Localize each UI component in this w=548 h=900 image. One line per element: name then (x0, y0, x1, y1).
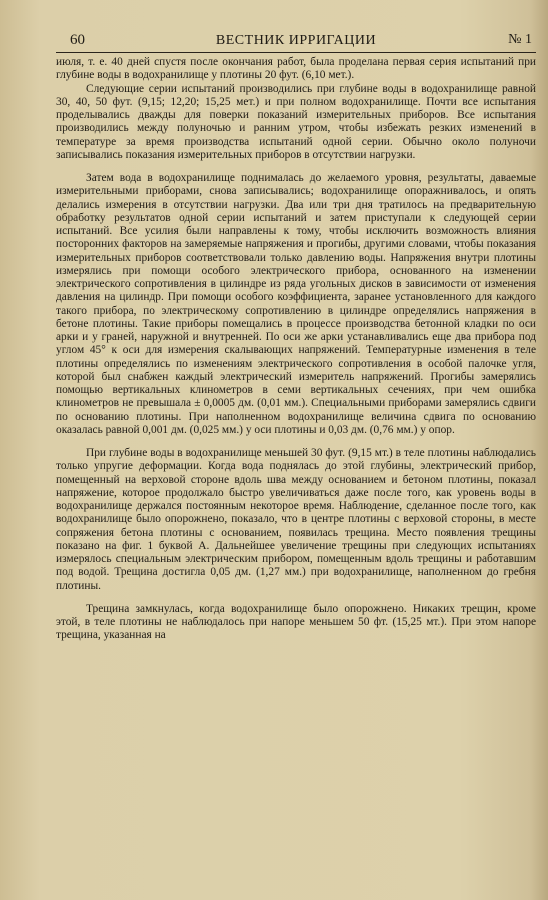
paragraph-1: июля, т. е. 40 дней спустя после окончания работ, была проделана первая серия испытаний при глубине воды в водохранилище у плотины 20 фут. (6,10 мет.). (56, 56, 536, 82)
paragraph-5: Трещина замкнулась, когда водохранилище было опорожнено. Никаких трещин, кроме этой, в теле плотины не наблюдалось при напоре меньшем 50 фт. (15,25 мт.). При этом напоре трещина, указанная на (56, 602, 536, 642)
running-header (56, 30, 536, 53)
paragraph-3: Затем вода в водохранилище поднималась до желаемого уровня, результаты, даваемые измерительными приборами, снова записывались; водохранилище опоражнивалось, и опять делались измерения в отсутствии нагрузки. Два или три дня тратилось на предварительную обработку результатов одной серии испытаний и затем приступали к следующей серии испытаний. Все усилия были направлены к тому, чтобы исключить возможность влияния посторонних факторов на замеряемые напряжения и прогибы, другими словами, чтобы показания измерительных приборов соответствовали только давлению воды. Напряжения внутри плотины измерялись при помощи особого электрического прибора, основанного на изменении электрического сопротивления в цилиндре из ряда угольных дисков в зависимости от изменения давления на цилиндр. При помощи особого коэффициента, заранее установленного для каждого такого прибора, по электрическому сопротивлению в цилиндре определялись напряжения в бетоне плотины. Такие приборы помещались в процессе производства бетонной кладки по оси арки и у граней, наружной и внутренней. По оси же арки устанавливались еще два прибора под углом 45° к оси для измерения скалывающих напряжений. Температурные изменения в теле плотины определялись по изменениям электрического сопротивления в особой палочке угля, которой был снабжен каждый электрический измеритель напряжений. Прогибы замерялись помощью вертикальных клинометров в семи вертикальных сечениях, при чем ошибка клинометров не превышала ± 0,0005 дм. (0,01 мм.). Специальными приборами замерялись сдвиги по основанию плотины. При наполненном водохранилище величина сдвига по основанию оказалась равной 0,001 дм. (0,025 мм.) у оси плотины и 0,03 дм. (0,76 мм.) у опор. (56, 172, 536, 436)
issue-number: № 1 (508, 32, 532, 47)
page-number: 60 (70, 32, 85, 48)
journal-title: ВЕСТНИК ИРРИГАЦИИ (215, 33, 377, 48)
paragraph-2: Следующие серии испытаний производились при глубине воды в водохранилище равной 30, 40, 50 фут. (9,15; 12,20; 15,25 мет.) и при полном водохранилище. Почти все испытания проделывались дважды для поверки показаний измерительных приборов. Все испытания производились между полуночью и ранним утром, чтобы избежать резких изменений в температуре за время производства испытаний одной серии. Обычно около полуночи записывались показания измерительных приборов в отсутствии нагрузки. (56, 82, 536, 161)
paragraph-4: При глубине воды в водохранилище меньшей 30 фут. (9,15 мт.) в теле плотины наблюдались только упругие деформации. Когда вода поднялась до этой глубины, электрический прибор, помещенный на верховой стороне вдоль шва между основанием и бетоном плотины, показал напряжение, которое продолжало быстро увеличиваться даже после того, как уровень воды в водохранилище держался постоянным некоторое время. Наблюдение, сделанное после того, как водохранилище было опорожнено, показало, что в центре плотины с верховой стороны, в месте сопряжения бетона плотины с основанием, появилась трещина. Место появления трещины показано на фиг. 1 буквой А. Дальнейшее увеличение трещины при следующих испытаниях измерялось специальным электрическим прибором, помещенным вдоль трещины и работавшим под водой. Трещина достигла 0,05 дм. (1,27 мм.) при водохранилище, наполненном до гребня плотины. (56, 447, 536, 592)
article-body (56, 56, 536, 643)
